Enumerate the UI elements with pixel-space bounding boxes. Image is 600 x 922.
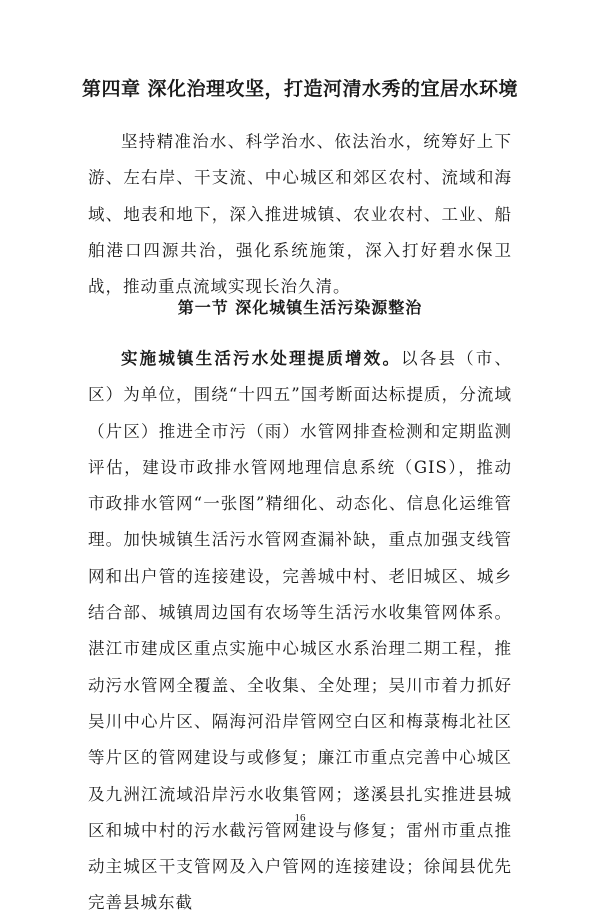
page-number: 16 — [294, 812, 306, 824]
intro-paragraph: 坚持精准治水、科学治水、依法治水，统筹好上下游、左右岸、干支流、中心城区和郊区农村、流域和海域、地表和地下，深入推进城镇、农业农村、工业、船舶港口四源共治，强化系统施策，深入打好碧水保卫战，推动重点流域实现长治久清。 — [88, 132, 512, 297]
body-paragraph — [88, 341, 512, 922]
paragraph-lead: 实施城镇生活污水处理提质增效。 — [121, 349, 402, 368]
paragraph-text: 以各县（市、区）为单位，围绕“十四五”国考断面达标提质，分流域（片区）推进全市污（雨）水管网排查检测和定期监测评估，建设市政排水管网地理信息系统（GIS），推动市政排水管网“一张图”精细化、动态化、信息化运维管理。加快城镇生活污水管网查漏补缺，重点加强支线管网和出户管的连接建设，完善城中村、老旧城区、城乡结合部、城镇周边国有农场等生活污水收集管网体系。湛江市建成区重点实施中心城区水系治理二期工程，推动污水管网全覆盖、全收集、全处理；吴川市着力抓好吴川中心片区、隔海河沿岸管网空白区和梅菉梅北社区等片区的管网建设与或修复；廉江市重点完善中心城区及九洲江流域沿岸污水收集管网；遂溪县扎实推进县城区和城中村的污水截污管网建设与修复；雷州市重点推动主城区干支管网及入户管网的连接建设；徐闻县优先完善县城东截 — [88, 349, 513, 913]
section-title: 第一节 深化城镇生活污染源整治 — [177, 298, 423, 317]
chapter-title: 第四章 深化治理攻坚，打造河清水秀的宜居水环境 — [81, 78, 519, 100]
